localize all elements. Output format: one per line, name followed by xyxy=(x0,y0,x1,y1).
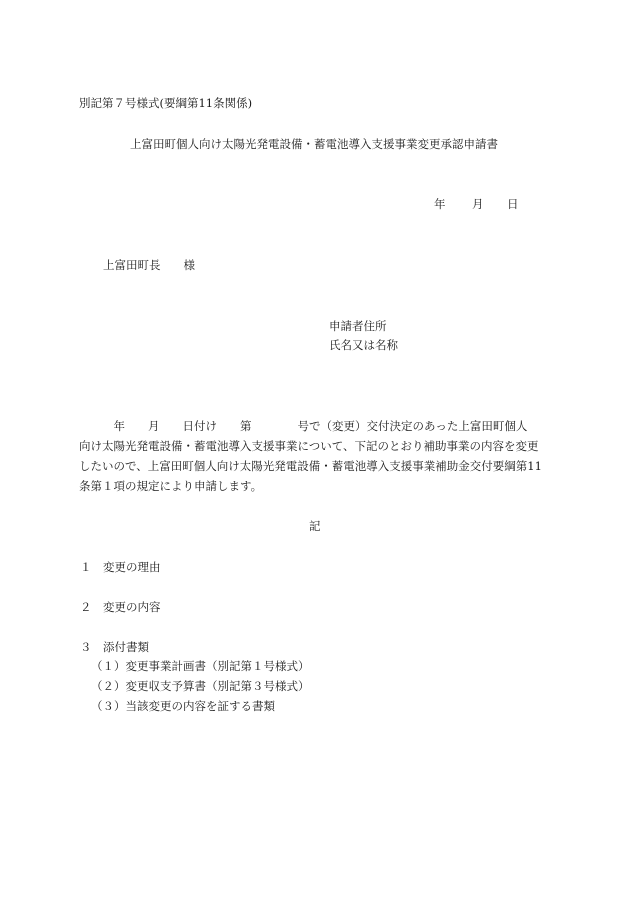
body-line-3: したいので、上富田町個人向け太陽光発電設備・蓄電池導入支援事業補助金交付要綱第11 xyxy=(79,459,542,473)
date-year: 年 xyxy=(434,197,446,211)
attachment-item: （２）変更収支予算書（別記第３号様式） xyxy=(91,679,310,693)
applicant-address-label: 申請者住所 xyxy=(329,319,387,333)
addressee: 上富田町長 様 xyxy=(103,258,195,272)
item-attachments: ３ 添付書類 xyxy=(80,640,149,654)
item-change-reason: １ 変更の理由 xyxy=(80,560,161,574)
item-change-content: ２ 変更の内容 xyxy=(80,600,161,614)
ki-heading: 記 xyxy=(309,519,321,533)
date-day: 日 xyxy=(507,197,519,211)
applicant-name-label: 氏名又は名称 xyxy=(329,338,398,352)
body-line-2: 向け太陽光発電設備・蓄電池導入支援事業について、下記のとおり補助事業の内容を変更 xyxy=(79,439,539,453)
form-header: 別記第７号様式(要綱第11条関係) xyxy=(79,96,253,110)
body-line-4: 条第１項の規定により申請します。 xyxy=(79,479,263,493)
form-title: 上富田町個人向け太陽光発電設備・蓄電池導入支援事業変更承認申請書 xyxy=(130,137,498,151)
attachment-item: （３）当該変更の内容を証する書類 xyxy=(91,699,275,713)
date-month: 月 xyxy=(472,197,484,211)
body-line-1: 年 月 日付け 第 号で（変更）交付決定のあった上富田町個人 xyxy=(79,419,528,433)
attachment-item: （１）変更事業計画書（別記第１号様式） xyxy=(91,659,310,673)
